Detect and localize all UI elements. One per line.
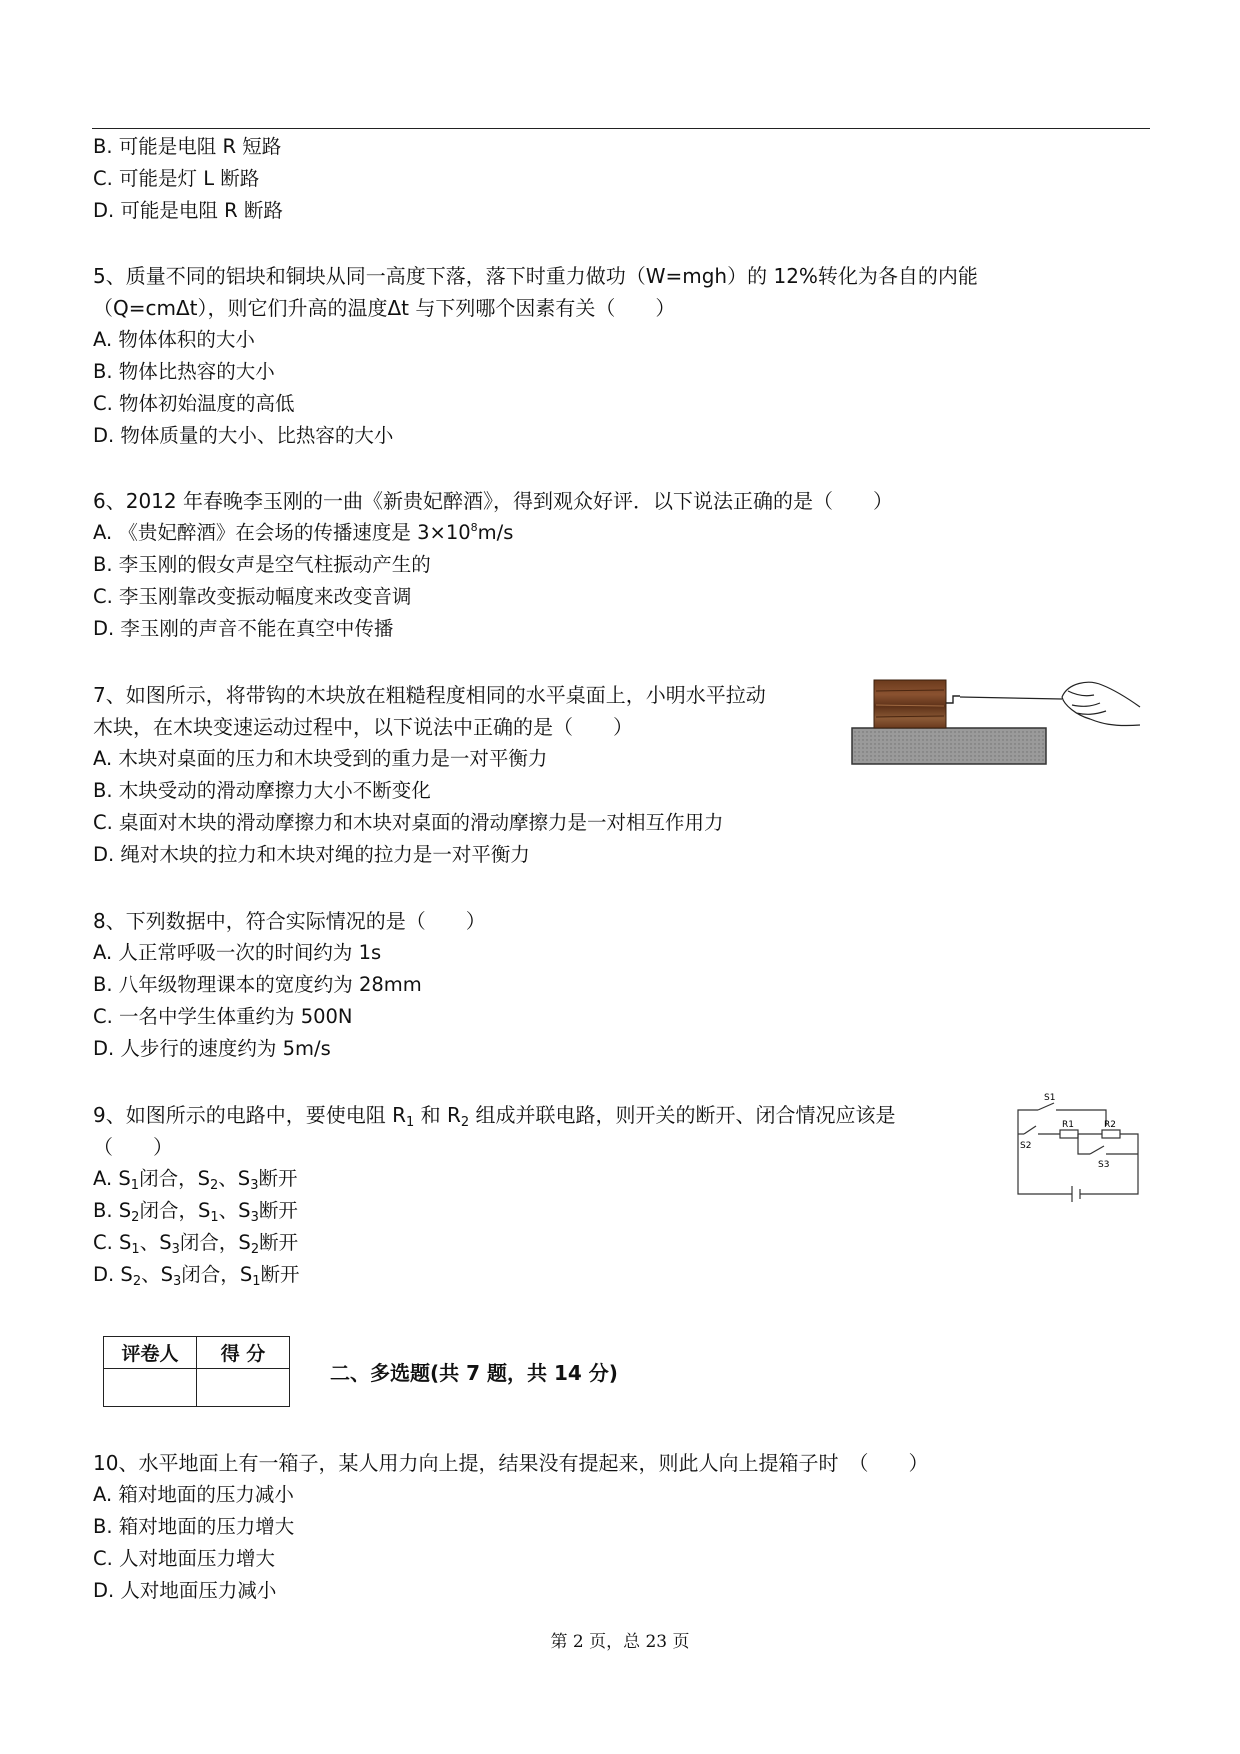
table-surface <box>852 728 1046 764</box>
switch-s3 <box>1090 1146 1104 1154</box>
q6-option-d: D. 李玉刚的声音不能在真空中传播 <box>93 617 394 640</box>
q5-option-a: A. 物体体积的大小 <box>93 328 255 351</box>
label-s2: S2 <box>1020 1141 1032 1151</box>
section-title: 二、多选题(共 7 题，共 14 分) <box>330 1361 618 1385</box>
q5-option-b: B. 物体比热容的大小 <box>93 360 275 383</box>
q9-option-d: D. $S_2$、$S_3$闭合，$S_1$断开 <box>93 1263 300 1289</box>
q9-option-b: B. $S_2$闭合，$S_1$、$S_3$断开 <box>93 1199 298 1225</box>
hand-icon <box>1062 682 1140 725</box>
q9-stem-line2: （ ） <box>93 1135 173 1159</box>
switch-s2 <box>1024 1126 1036 1134</box>
q6-stem: 6、2012 年春晚李玉刚的一曲《新贵妃醉酒》，得到观众好评．以下说法正确的是（ ） <box>93 489 893 513</box>
q9-option-c: C. $S_1$、$S_3$闭合，$S_2$断开 <box>93 1231 299 1257</box>
score-cell <box>197 1369 290 1407</box>
q6-option-b: B. 李玉刚的假女声是空气柱振动产生的 <box>93 553 431 576</box>
block-hook <box>946 696 960 703</box>
q8-option-d: D. 人步行的速度约为 5m/s <box>93 1037 331 1060</box>
q8-option-b: B. 八年级物理课本的宽度约为 28mm <box>93 973 422 996</box>
page-footer: 第 2 页，总 23 页 <box>550 1632 690 1652</box>
pull-rope <box>960 697 1062 699</box>
q7-stem-line1: 7、如图所示，将带钩的木块放在粗糙程度相同的水平桌面上，小明水平拉动 <box>93 683 766 707</box>
resistor-r2 <box>1102 1130 1120 1138</box>
switch-s1 <box>1038 1103 1054 1110</box>
prev-option-c: C. 可能是灯 L 断路 <box>93 167 260 190</box>
q5-option-d: D. 物体质量的大小、比热容的大小 <box>93 424 394 447</box>
grader-header: 评卷人 <box>104 1337 197 1369</box>
block-pull-figure <box>850 675 1150 767</box>
q7-stem-line2: 木块，在木块变速运动过程中，以下说法中正确的是（ ） <box>93 715 633 739</box>
score-table <box>103 1336 290 1407</box>
q7-option-a: A. 木块对桌面的压力和木块受到的重力是一对平衡力 <box>93 747 548 770</box>
score-header: 得 分 <box>197 1337 290 1369</box>
label-r2: R2 <box>1104 1120 1116 1130</box>
q10-option-c: C. 人对地面压力增大 <box>93 1547 295 1570</box>
q10-option-d: D. 人对地面压力减小 <box>93 1579 277 1602</box>
q10-option-b: B. 箱对地面的压力增大 <box>93 1515 314 1538</box>
q5-stem-line1: 5、质量不同的铝块和铜块从同一高度下落，落下时重力做功（W=mgh）的 12%转化为各自的内能 <box>93 264 978 288</box>
label-s3: S3 <box>1098 1160 1110 1170</box>
grader-cell <box>104 1369 197 1407</box>
header-rule <box>92 128 1150 129</box>
wooden-block <box>874 680 946 728</box>
q7-option-d: D. 绳对木块的拉力和木块对绳的拉力是一对平衡力 <box>93 843 530 866</box>
q5-option-c: C. 物体初始温度的高低 <box>93 392 295 415</box>
circuit-diagram <box>1010 1090 1142 1202</box>
q7-option-b: B. 木块受动的滑动摩擦力大小不断变化 <box>93 779 431 802</box>
label-r1: R1 <box>1062 1120 1074 1130</box>
resistor-r1 <box>1060 1130 1078 1138</box>
prev-option-d: D. 可能是电阻 R 断路 <box>93 199 283 222</box>
q8-stem: 8、下列数据中，符合实际情况的是（ ） <box>93 909 486 933</box>
q6-option-a: A. 《贵妃醉酒》在会场的传播速度是 $3\times 10^8m/s$ <box>93 521 514 544</box>
q9-stem-line1: 9、如图所示的电路中，要使电阻 $R_1$ 和 $R_2$ 组成并联电路，则开关的断开、闭合情况应该是 <box>93 1103 896 1130</box>
q9-option-a: A. $S_1$闭合，$S_2$、$S_3$断开 <box>93 1167 298 1193</box>
q7-option-c: C. 桌面对木块的滑动摩擦力和木块对桌面的滑动摩擦力是一对相互作用力 <box>93 811 724 834</box>
q5-stem-line2: （Q=cmΔt），则它们升高的温度Δt 与下列哪个因素有关（ ） <box>93 296 676 320</box>
q8-option-c: C. 一名中学生体重约为 500N <box>93 1005 353 1028</box>
q6-option-c: C. 李玉刚靠改变振动幅度来改变音调 <box>93 585 412 608</box>
label-s1: S1 <box>1044 1093 1056 1103</box>
q10-option-a: A. 箱对地面的压力减小 <box>93 1483 314 1506</box>
q8-option-a: A. 人正常呼吸一次的时间约为 1s <box>93 941 382 964</box>
q10-stem: 10、水平地面上有一箱子，某人用力向上提，结果没有提起来，则此人向上提箱子时 （ ） <box>93 1451 929 1475</box>
prev-option-b: B. 可能是电阻 R 短路 <box>93 135 282 158</box>
